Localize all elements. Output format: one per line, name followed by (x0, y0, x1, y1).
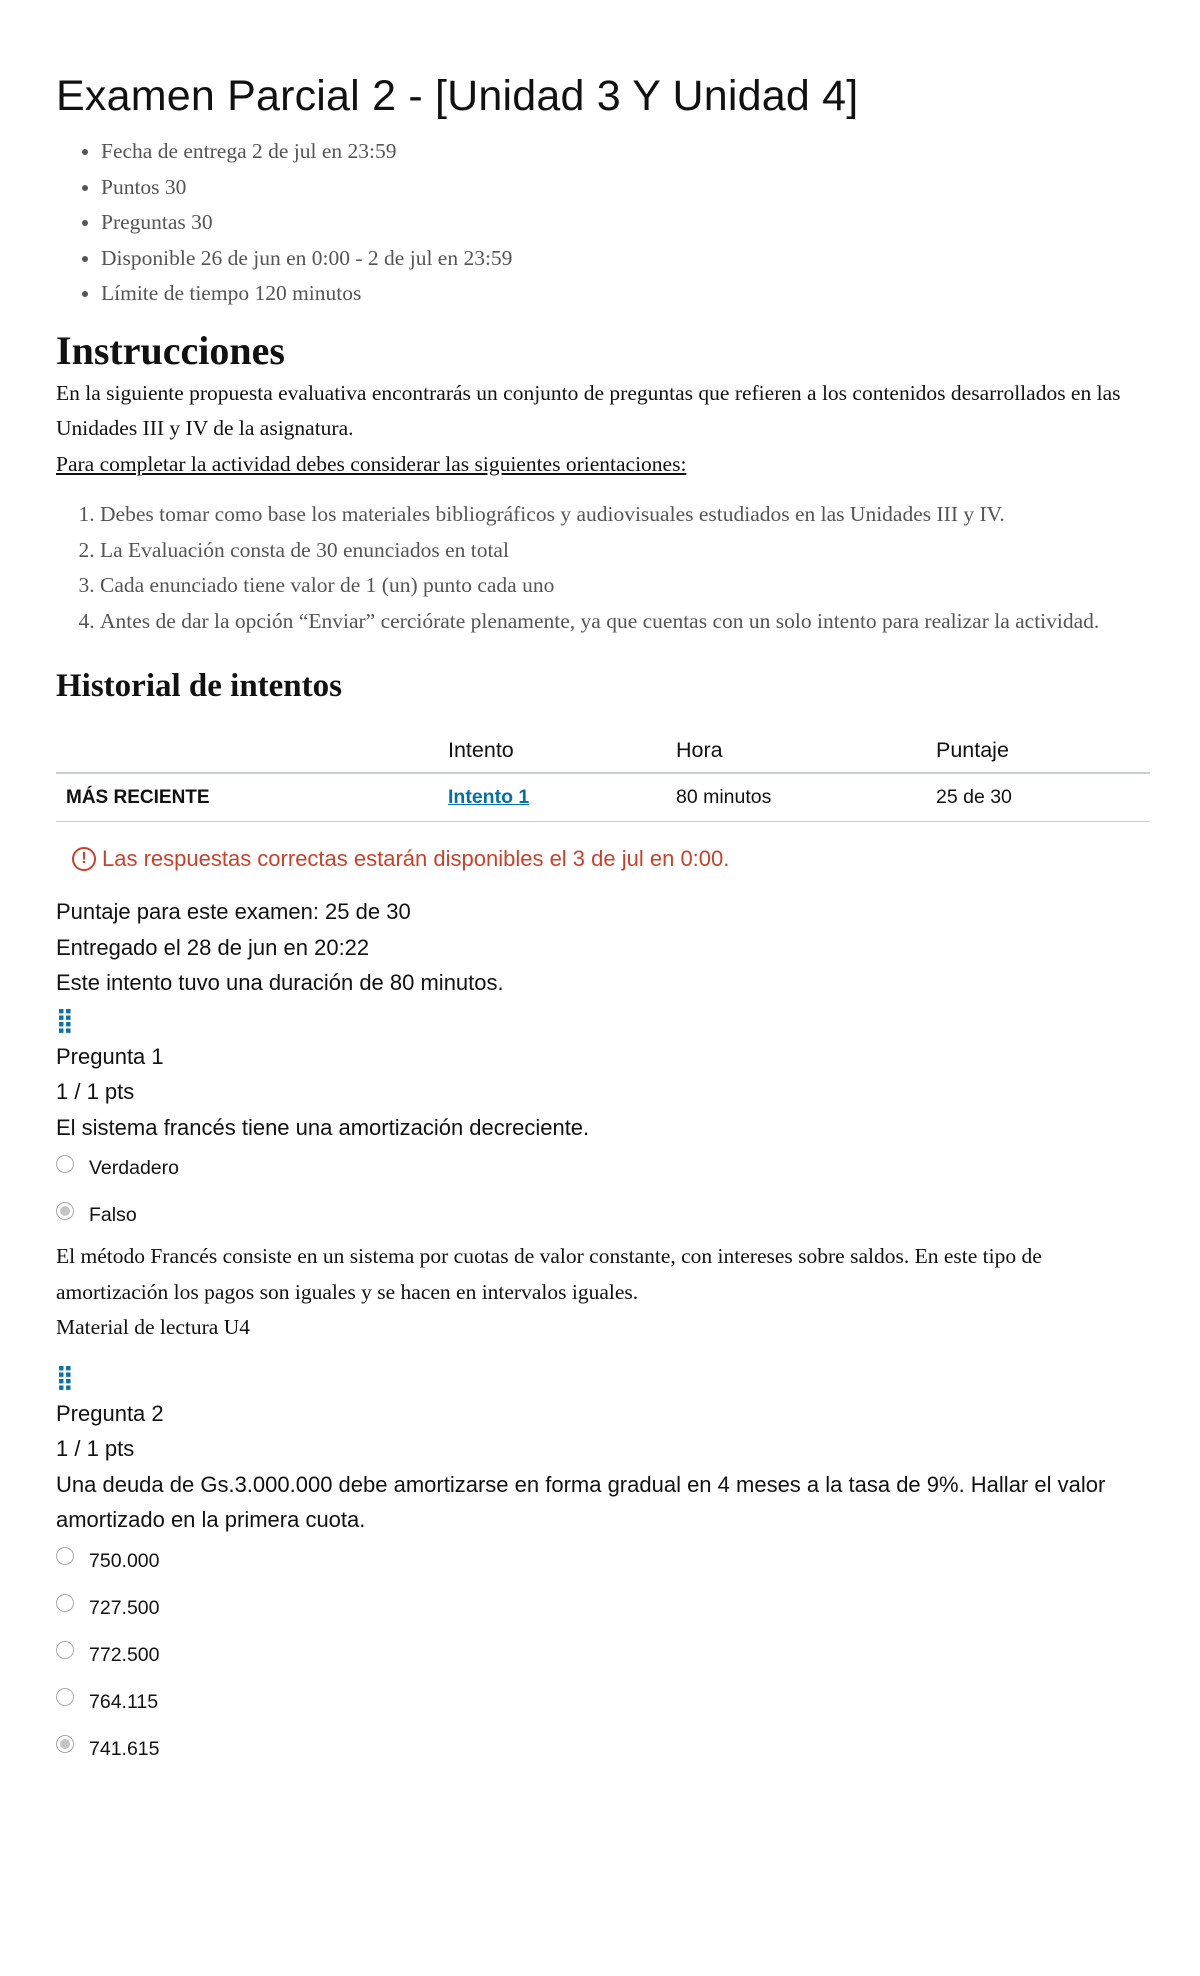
drag-handle-icon[interactable]: ⣿ (56, 1006, 74, 1034)
submitted-summary: Entregado el 28 de jun en 20:22 (56, 934, 370, 960)
detail-points: • Puntos 30 (101, 170, 1150, 206)
radio-icon (56, 1641, 74, 1659)
answer-label: 764.115 (89, 1690, 159, 1713)
answers-availability-notice (72, 844, 1150, 874)
score-cell: 25 de 30 (926, 773, 1150, 822)
answer-option (56, 1585, 1150, 1632)
attempt-cell (438, 773, 666, 822)
answer-option-selected (56, 1726, 1150, 1773)
detail-available: • Disponible 26 de jun en 0:00 - 2 de jul en 23:59 (101, 241, 1150, 277)
attempt-history-table (56, 728, 1150, 822)
column-header-score: Puntaje (926, 728, 1150, 773)
answer-label: 772.500 (89, 1643, 160, 1666)
table-header-row (56, 728, 1150, 773)
question-2 (56, 1360, 1150, 1773)
question-points: 1 / 1 pts (56, 1079, 135, 1104)
radio-checked-icon (56, 1202, 74, 1220)
time-cell: 80 minutos (666, 773, 926, 822)
question-text: El sistema francés tiene una amortización decreciente. (56, 1114, 590, 1140)
notice-text: Las respuestas correctas estarán disponibles el 3 de jul en 0:00. (102, 846, 730, 871)
answer-option (56, 1145, 1150, 1192)
answer-label: 741.615 (89, 1737, 160, 1760)
radio-icon (56, 1688, 74, 1706)
question-points: 1 / 1 pts (56, 1436, 135, 1461)
answer-option-selected (56, 1192, 1150, 1239)
instruction-step: 3. Cada enunciado tiene valor de 1 (un) punto cada uno (100, 568, 1150, 604)
most-recent-label: MÁS RECIENTE (56, 773, 438, 822)
answer-option (56, 1679, 1150, 1726)
column-header-time: Hora (666, 728, 926, 773)
duration-summary: Este intento tuvo una duración de 80 minutos. (56, 970, 504, 995)
column-header (56, 728, 438, 773)
radio-checked-icon (56, 1735, 74, 1753)
instructions-orientation: Para completar la actividad debes considerar las siguientes orientaciones: (56, 451, 687, 476)
radio-icon (56, 1594, 74, 1612)
question-title: Pregunta 2 (56, 1400, 164, 1426)
answer-list (56, 1145, 1150, 1239)
answer-label: Falso (89, 1204, 137, 1226)
question-text: Una deuda de Gs.3.000.000 debe amortizarse en forma gradual en 4 meses a la tasa de 9%. Hallar el valor amortizado en la primera cuota. (56, 1471, 1106, 1532)
score-summary: Puntaje para este examen: 25 de 30 (56, 899, 411, 924)
detail-due-date: • Fecha de entrega 2 de jul en 23:59 (101, 134, 1150, 170)
question-title: Pregunta 1 (56, 1043, 164, 1069)
quiz-details (56, 134, 1150, 312)
answer-label: 727.500 (89, 1596, 160, 1619)
detail-time-limit: • Límite de tiempo 120 minutos (101, 276, 1150, 312)
quiz-page (56, 0, 1150, 1773)
answer-option (56, 1538, 1150, 1585)
warning-icon: ! (72, 847, 96, 871)
column-header-attempt: Intento (438, 728, 666, 773)
instructions-heading: Instrucciones (56, 327, 285, 373)
question-1 (56, 1003, 1150, 1346)
question-material: Material de lectura U4 (56, 1315, 251, 1339)
instruction-step: 4. Antes de dar la opción “Enviar” cerciórate plenamente, ya que cuentas con un solo intento para realizar la actividad. (100, 604, 1150, 640)
detail-questions: • Preguntas 30 (101, 205, 1150, 241)
instructions-steps (56, 497, 1150, 639)
question-explanation: El método Francés consiste en un sistema por cuotas de valor constante, con intereses sobre saldos. En este tipo de amortización los pagos son iguales y se hacen en intervalos iguales. (56, 1244, 1042, 1304)
history-heading: Historial de intentos (56, 668, 342, 704)
instruction-step: 1. Debes tomar como base los materiales bibliográficos y audiovisuales estudiados en las Unidades III y IV. (100, 497, 1150, 533)
table-row (56, 773, 1150, 822)
answer-label: 750.000 (89, 1549, 160, 1572)
radio-icon (56, 1547, 74, 1565)
radio-icon (56, 1155, 74, 1173)
quiz-summary (56, 894, 1150, 1001)
page-title: Examen Parcial 2 - [Unidad 3 Y Unidad 4] (56, 72, 859, 120)
drag-handle-icon[interactable]: ⣿ (56, 1363, 74, 1391)
answer-list (56, 1538, 1150, 1773)
attempt-link[interactable]: Intento 1 (448, 786, 530, 808)
instructions-intro: En la siguiente propuesta evaluativa encontrarás un conjunto de preguntas que refieren a los contenidos desarrollados en las Unidades III y IV de la asignatura. (56, 380, 1121, 440)
answer-option (56, 1632, 1150, 1679)
answer-label: Verdadero (89, 1157, 179, 1179)
instruction-step: 2. La Evaluación consta de 30 enunciados en total (100, 533, 1150, 569)
